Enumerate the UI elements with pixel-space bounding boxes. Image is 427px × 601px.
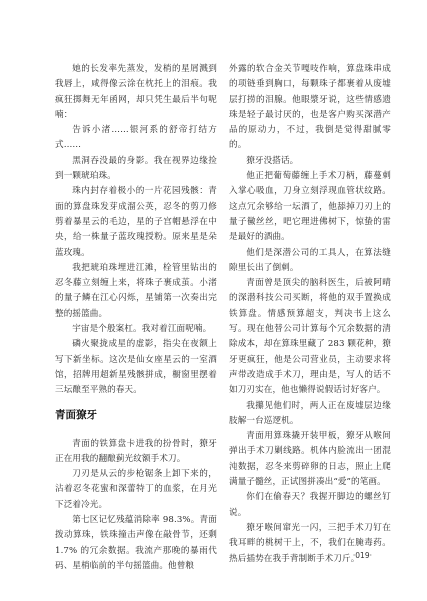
right-column [229,62,391,567]
body-paragraph: 青面用算珠撬开装甲板，獠牙从喉间弹出手术刀剿线路。机体内脸流出一团混沌数据，忍冬来剪碎卵的日志，照止上爬满量子髓丝，正试图拼凑出“爱”的笔画。 [229,431,391,488]
body-paragraph: 青面曾是顶尖的脑科医生，后被阿晴的深潜科技公司买断，将他的双手置换成铁算盘。情感预算超支，判决书上这么写。现在他替公司计算每个冗余数据的清除成本，却在算珠里藏了 283 颗花种，獠牙更疯狂，他是公司营业员，主动要求将声带改造成手术刀，理由是，写人的话不如刀刃实在，他也懒得说假话讨好客户。 [229,278,391,396]
page-number: ·019· [352,551,372,560]
left-column [55,62,217,574]
body-paragraph: 刀刃是从云的步枪锯条上卸下来的，沾着忍冬花蜜和深蕾特丁的血浆，在月光下泛着冷光。 [55,469,217,510]
body-paragraph: 獠牙没搭话。 [246,155,299,166]
body-paragraph: 告诉小渚……银河系的舒帝打结方式…… [55,125,217,151]
body-paragraph: 我攥见他们时，两人正在废墟层边缘肢解一台巡逻机。 [229,400,391,426]
body-paragraph: 青面的铁算盘卡进我的扮骨时，獠牙正在用我的翻酿蓟光纹额手术刀。 [55,438,217,464]
body-paragraph: 他正把葡萄藤缠上手术刀柄，藤蔓刺入掌心吸血，刀身立刻浮现血管状纹路。这点冗余够给一坛酒了，他舔掉刀刃上的量子黴丝丝，吧它理进佛树下，惊蛰的雷是最好的酒曲。 [229,171,391,243]
body-paragraph: 她的长发率先蒸发，发梢的星屑溅到我唇上，咸得像云涂在枕托上的泪痕。我疯狂掷舞无年函网，却只凭生最后半句呢喃： [55,64,217,120]
body-paragraph: 磷火聚拢成星的虚影，指尖在夜额上写下新坐标。这次是仙女座星云的一室酒馆，招牌用超新星残骸拼成，橱窗里摆着三坛酿至平熟的春天。 [55,339,217,396]
body-paragraph: 獠牙喉间窜光一闪，三把手术刀钉在我耳畔的桃树干上，不，我们在腌毒药。热后插势在我手背制断手术刀斤。 [229,522,391,564]
body-paragraph: 外露的软合金关节嘎吱作响，算盘珠串成的项链垂到胸口，每颗珠子都裹着从废墟层打捞的泪腺。他眼漿牙说，这些情感遗珠是轻子最讨厌的，也是客户购买深潜产品的原动力，不过，我倒是觉得甜腻零的。 [229,64,391,151]
body-paragraph: 黑洞吞没最的身影。我在视界边缘捡到一颗琥珀珠。 [55,155,217,182]
section-heading: 青面獠牙 [55,408,97,421]
body-paragraph: 第七区记忆残蕴消除率 98.3%。青面拨动算珠，铁珠撞击声像在敲骨节，还剩 1.7% 的冗余数据。我流产那晚的暴雨代码、星梢临前的半句摇篮曲。他曾粮 [55,515,217,571]
body-paragraph: 我把琥珀珠埋进江滩，栓管里钻出的忍冬藤立刻缠上来，将珠子裹成茧。小渚的量子鳞在江心闪烁，星铺第一次奏出完整的摇篮曲。 [55,262,217,319]
body-paragraph: 宇宙是个般案杠。我对着江面呢喃。 [72,324,212,335]
body-paragraph: 珠内封存着极小的一片花园残骸：青面的算盘珠发芽成溜公英，忍冬的剪刀修剪着暴星云的毛边，星的子宫帽悬浮在中央，给一株量子蓝玫瑰授粉。原来星是朵蓝玫瑰。 [55,186,217,258]
body-paragraph: 他们是深潜公司的工具人，在算法缝隙里长出了倒刺。 [229,247,391,273]
body-paragraph: 你们在偷春天？我握开脚边的螺丝钉说。 [229,492,391,518]
